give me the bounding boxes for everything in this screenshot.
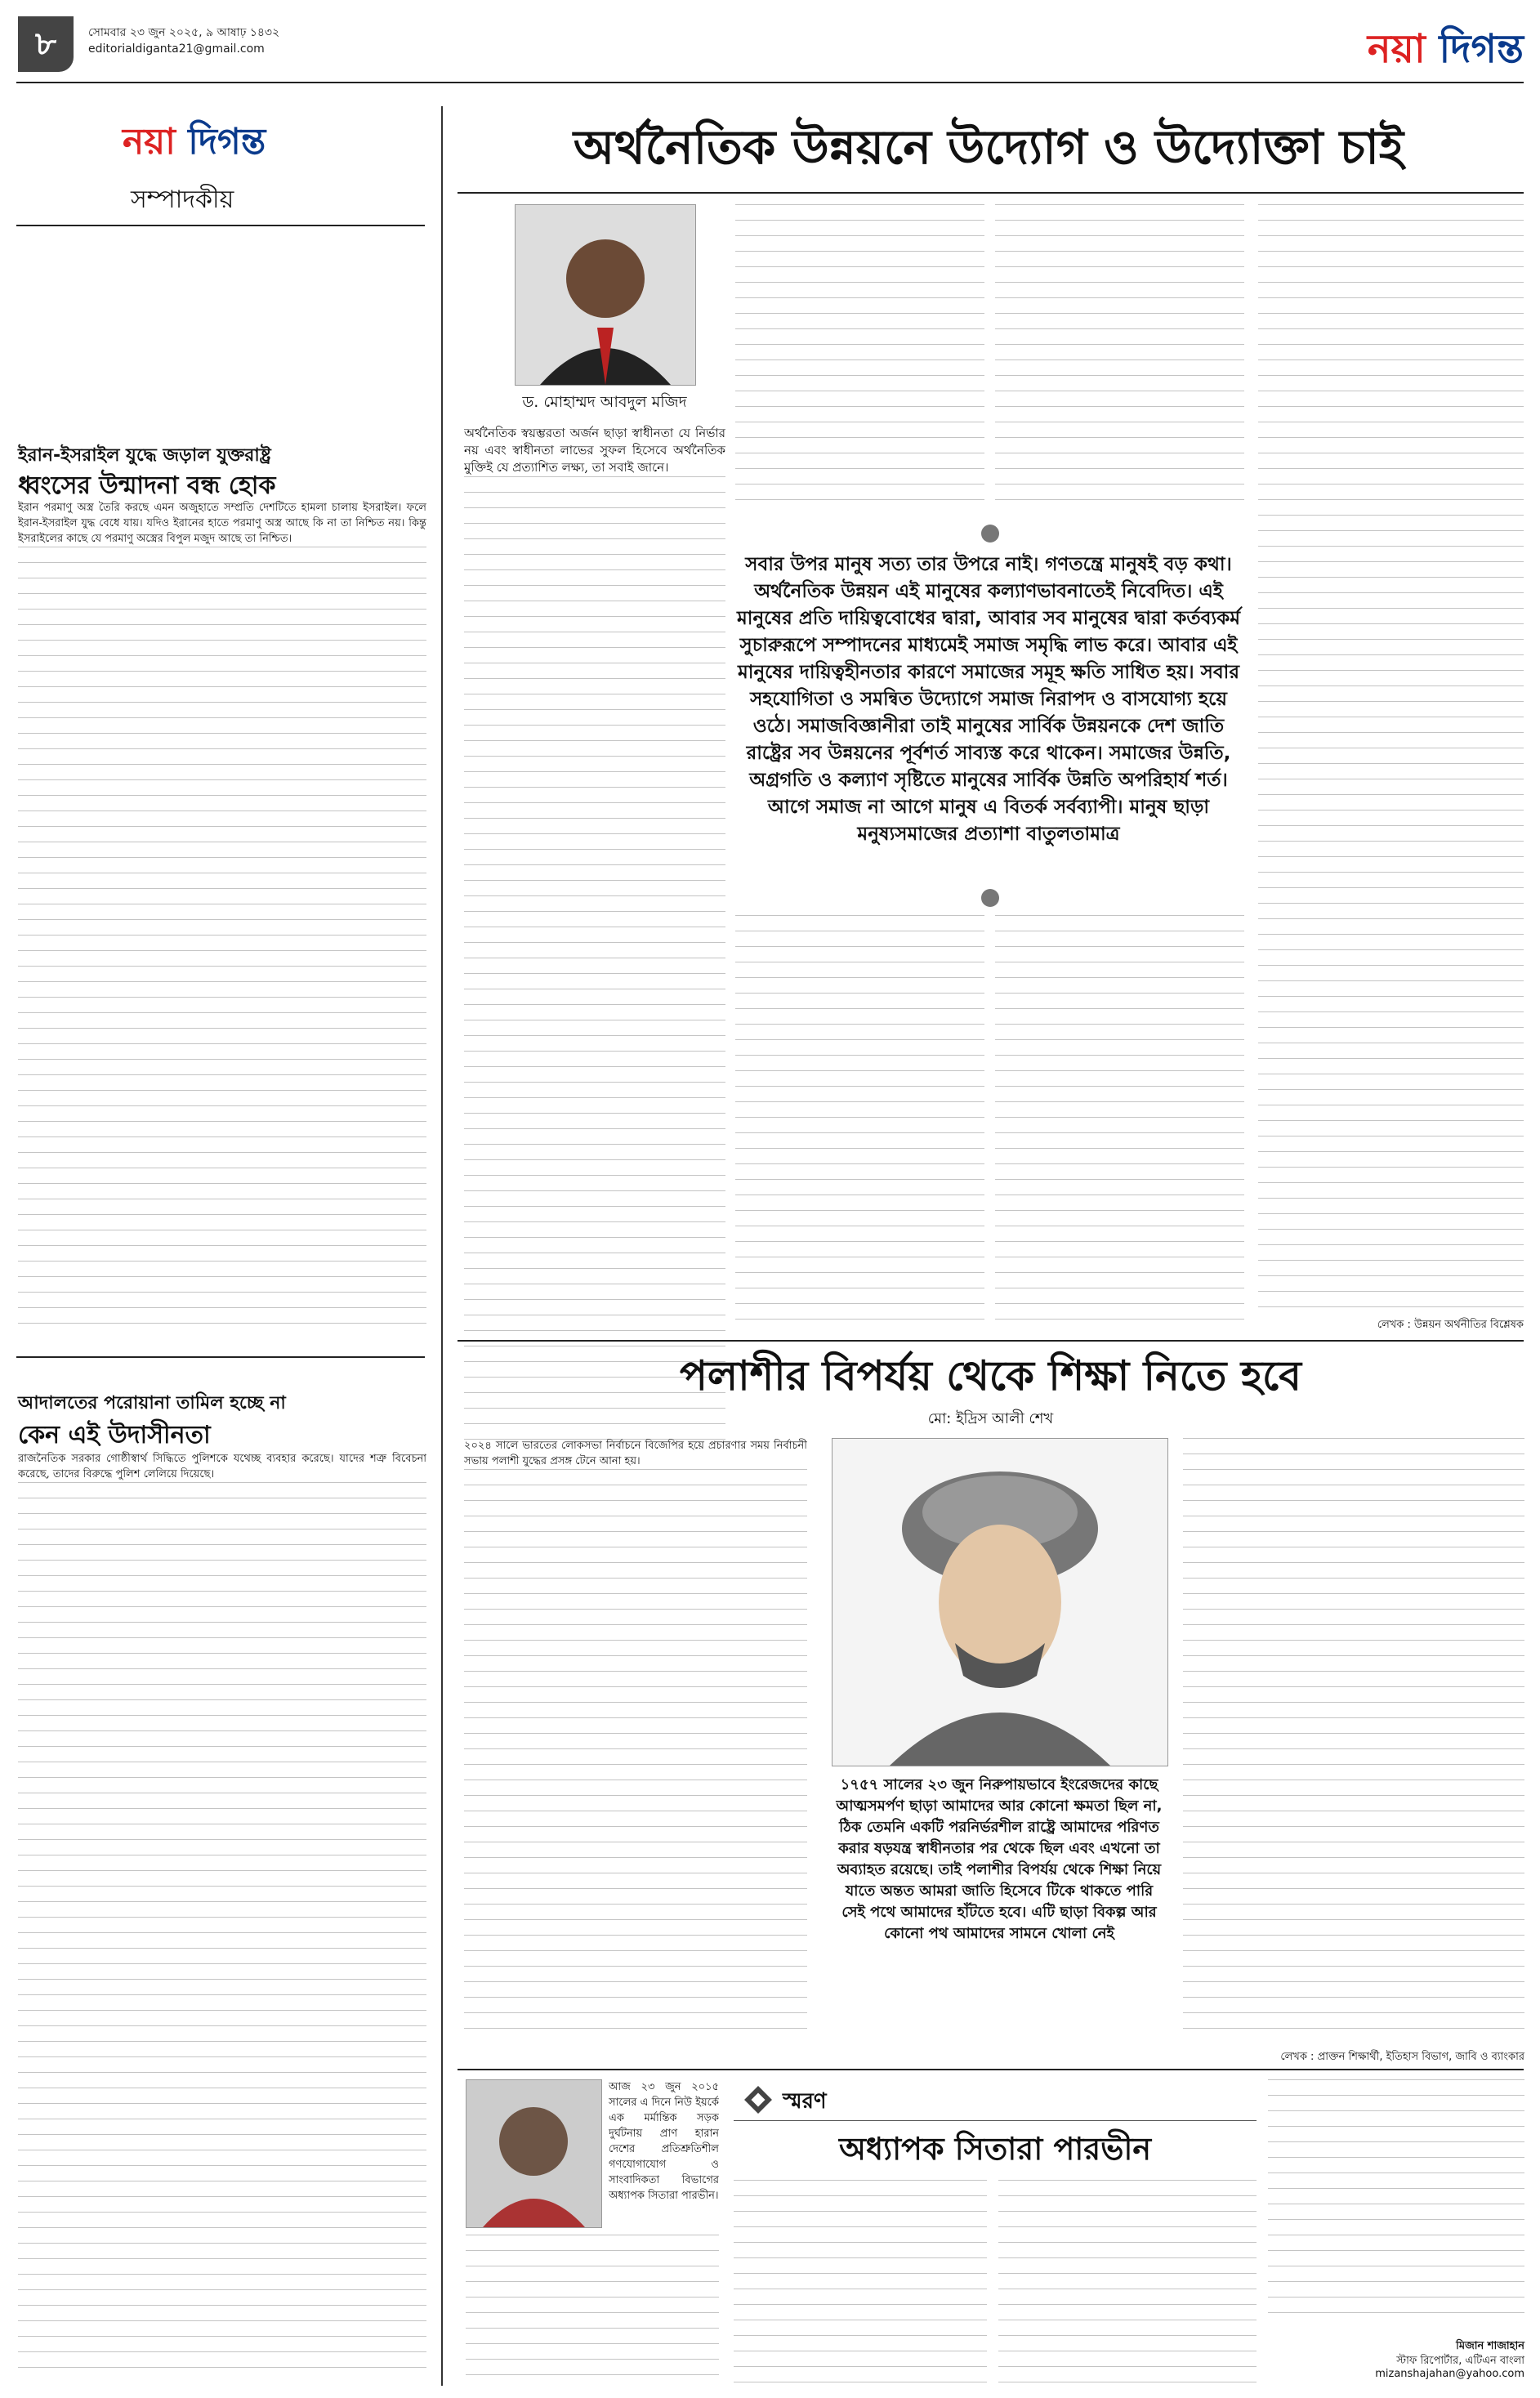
tribute-col4 (1268, 2079, 1524, 2324)
page-number: ৮ (18, 16, 74, 72)
tribute-col1-bottom (466, 2235, 719, 2382)
author-portrait-icon (516, 205, 695, 385)
editorial1-text-lines (18, 547, 426, 1333)
masthead-logo (1368, 20, 1524, 84)
tribute-col2-text-lines (734, 2180, 987, 2384)
tribute-col4-text-lines (1268, 2079, 1524, 2324)
editorial2-text-lines (18, 1482, 426, 2382)
tribute-photo (466, 2079, 602, 2228)
section-label: সম্পাদকীয় (131, 185, 234, 214)
main-col2-top-lines (735, 204, 984, 515)
main-col2-bottom-lines (735, 915, 984, 1332)
main-lead: অর্থনৈতিক স্বয়ম্ভরতা অর্জন ছাড়া স্বাধীনতা যে নির্ভার নয় এবং স্বাধীনতা লাভের সুফল হিসেবে অর্থনৈতিক মুক্তিই যে প্রত্যাশিত লক্ষ্য, তা সবাই জানে। (464, 426, 725, 475)
main-col1 (464, 425, 725, 1454)
editorial1-body (18, 500, 426, 1333)
tribute-col1 (609, 2079, 719, 2226)
editorial-divider (16, 1356, 425, 1358)
section-label-underline (16, 225, 425, 226)
tribute-col1-bottom-lines (466, 2235, 719, 2382)
date-line: সোমবার ২৩ জুন ২০২৫, ৯ আষাঢ় ১৪৩২ (88, 26, 280, 39)
main-author-photo (515, 204, 696, 386)
main-col3-bottom-lines (995, 915, 1244, 1332)
nawab-portrait-icon (832, 1439, 1167, 1766)
main-col3-top (995, 204, 1244, 515)
palashi-col1-text-lines (464, 1469, 807, 2043)
left-column-divider (441, 106, 443, 2386)
diamond-icon (743, 2085, 773, 2114)
tribute-headline: অধ্যাপক সিতারা পারভীন (838, 2131, 1152, 2167)
editorial-logo (123, 114, 266, 174)
editorial-logo-part-a: নয়া (123, 121, 176, 163)
tribute-col3 (998, 2180, 1257, 2384)
palashi-lead: ২০২৪ সালে ভারতের লোকসভা নির্বাচনে বিজেপির হয়ে প্রচারণার সময় নির্বাচনী সভায় পলাশী যুদ্ধের প্রসঙ্গ টেনে আনা হয়। (464, 1440, 807, 1467)
main-article-bottom-rule (458, 1340, 1524, 1342)
tribute-lead: আজ ২৩ জুন ২০১৫ সালের এ দিনে নিউ ইয়র্কে এক মর্মান্তিক সড়ক দুর্ঘটনায় প্রাণ হারান দেশের প্রতিশ্রুতিশীল গণযোগাযোগ ও সাংবাদিকতা বিভাগের অধ্যাপক সিতারা পারভীন। (609, 2081, 719, 2202)
main-col1-text-lines (464, 476, 725, 1454)
tribute-writer-role: স্টাফ রিপোর্টার, এটিএন বাংলা (1396, 2355, 1524, 2367)
main-col4 (1258, 204, 1524, 1311)
editorial-email: editorialdiganta21@gmail.com (88, 42, 265, 56)
palashi-author: মো: ইদ্রিস আলী শেখ (927, 1410, 1054, 1427)
palashi-headline: পলাশীর বিপর্যয় থেকে শিক্ষা নিতে হবে (679, 1352, 1302, 1400)
editorial2-kicker: আদালতের পরোয়ানা তামিল হচ্ছে না (18, 1393, 286, 1413)
editorial1-lead: ইরান পরমাণু অস্ত্র তৈরি করছে এমন অজুহাতে সম্প্রতি দেশটিতে হামলা চালায় ইসরাইল। ফলে ইরান-ইসরাইল যুদ্ধ বেধে যায়। যদিও ইরানের হাতে পরমাণু অস্ত্র আছে কি না তা নিশ্চিত নয়। কিন্তু ইসরাইলের কাছে যে পরমাণু অস্ত্রের বিপুল মজুদ আছে তা নিশ্চিত। (18, 502, 426, 545)
editorial2-lead: রাজনৈতিক সরকার গোষ্ঠীস্বার্থ সিদ্ধিতে পুলিশকে যথেচ্ছ ব্যবহার করেছে। যাদের শত্রু বিবেচনা করেছে, তাদের বিরুদ্ধে পুলিশ লেলিয়ে দিয়েছে। (18, 1453, 426, 1480)
tribute-writer-name: মিজান শাজাহান (1456, 2340, 1524, 2352)
main-col2-top (735, 204, 984, 515)
logo-part-a: নয়া (1367, 26, 1426, 72)
palashi-col3 (1183, 1438, 1524, 2043)
palashi-writer-note: লেখক : প্রাক্তন শিক্ষার্থী, ইতিহাস বিভাগ, জাবি ও ব্যাংকার (1280, 2051, 1524, 2063)
main-author-name: ড. মোহাম্মদ আবদুল মজিদ (522, 393, 687, 411)
main-col2-bottom (735, 915, 984, 1332)
editorial2-body (18, 1451, 426, 2382)
main-col4-text-lines (1258, 204, 1524, 1311)
editorial1-kicker: ইরান-ইসরাইল যুদ্ধে জড়াল যুক্তরাষ্ট্র (18, 445, 271, 466)
pull-quote-dot-top (981, 525, 999, 543)
palashi-col3-text-lines (1183, 1438, 1524, 2043)
main-headline: অর্থনৈতিক উন্নয়নে উদ্যোগ ও উদ্যোক্তা চাই (573, 119, 1404, 175)
tribute-col3-text-lines (998, 2180, 1257, 2384)
main-col3-top-lines (995, 204, 1244, 515)
main-writer-note: লেখক : উন্নয়ন অর্থনীতির বিশ্লেষক (1377, 1319, 1524, 1331)
main-col3-bottom (995, 915, 1244, 1332)
palashi-bottom-rule (458, 2069, 1524, 2070)
editorial2-title: কেন এই উদাসীনতা (18, 1421, 211, 1449)
tribute-section-tag (734, 2079, 1257, 2121)
main-headline-rule (458, 192, 1524, 194)
tribute-portrait-icon (466, 2080, 601, 2227)
editorial1-title: ধ্বংসের উন্মাদনা বন্ধ হোক (18, 471, 276, 500)
tribute-col2 (734, 2180, 987, 2384)
palashi-caption: ১৭৫৭ সালের ২৩ জুন নিরুপায়ভাবে ইংরেজদের কাছে আত্মসমর্পণ ছাড়া আমাদের আর কোনো ক্ষমতা ছিল না, ঠিক তেমনি একটি পরনির্ভরশীল রাষ্ট্রে আমাদের পরিণত করার ষড়যন্ত্র স্বাধীনতার পর থেকে ছিল এবং এখনো তা অব্যাহত রয়েছে। তাই পলাশীর বিপর্যয় থেকে শিক্ষা নিয়ে যাতে অন্তত আমরা জাতি হিসেবে টিকে থাকতে পারি সেই পথে আমাদের হাঁটতে হবে। এটি ছাড়া বিকল্প আর কোনো পথ আমাদের সামনে খোলা নেই (836, 1776, 1163, 1942)
tribute-section-label: স্মরণ (783, 2089, 827, 2114)
masthead-divider (16, 82, 1524, 83)
editorial-logo-part-b: দিগন্ত (188, 121, 266, 163)
palashi-portrait-illustration (832, 1438, 1168, 1766)
pull-quote-dot-bottom (981, 889, 999, 907)
tribute-writer-email: mizanshajahan@yahoo.com (1375, 2368, 1524, 2380)
main-pull-quote: সবার উপর মানুষ সত্য তার উপরে নাই। গণতন্ত্রে মানুষই বড় কথা। অর্থনৈতিক উন্নয়ন এই মানুষের কল্যাণভাবনাতেই নিবেদিত। এই মানুষের প্রতি দায়িত্ববোধের দ্বারা, আবার সব মানুষের দ্বারা কর্তব্যকর্ম সুচারুরূপে সম্পাদনের মাধ্যমেই সমাজ সমৃদ্ধি লাভ করে। আবার এই মানুষের দায়িত্বহীনতার কারণে সমাজের সমূহ ক্ষতি সাধিত হয়। সবার সহযোগিতা ও সমন্বিত উদ্যোগে সমাজ নিরাপদ ও বাসযোগ্য হয়ে ওঠে। সমাজবিজ্ঞানীরা তাই মানুষের সার্বিক উন্নয়নকে দেশ জাতি রাষ্ট্রের সব উন্নয়নের পূর্বশর্ত সাব্যস্ত করে থাকেন। সমাজের উন্নতি, অগ্রগতি ও কল্যাণ সৃষ্টিতে মানুষের সার্বিক উন্নতি অপরিহার্য শর্ত। আগে সমাজ না আগে মানুষ এ বিতর্ক সর্বব্যাপী। মানুষ ছাড়া মনুষ্যসমাজের প্রত্যাশা বাতুলতামাত্র (737, 554, 1240, 845)
logo-part-b: দিগন্ত (1439, 26, 1524, 72)
palashi-col1 (464, 1438, 807, 2043)
